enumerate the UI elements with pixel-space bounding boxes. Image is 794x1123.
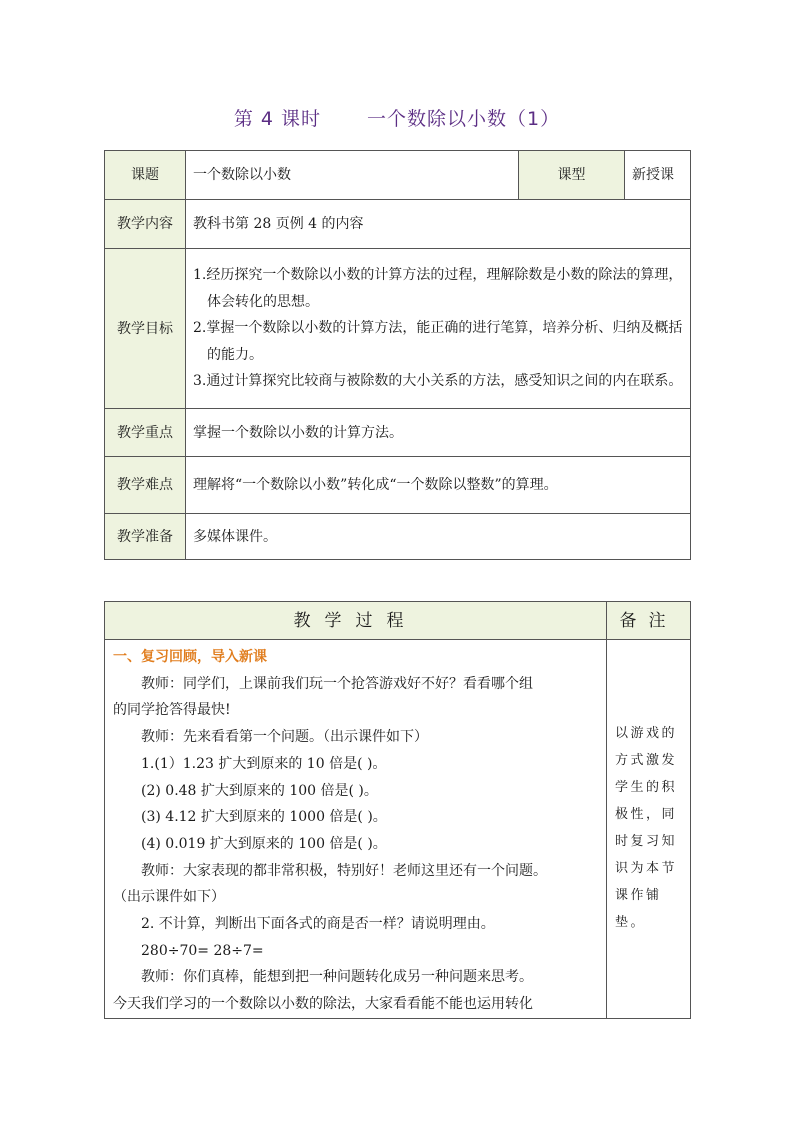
lesson-title: 一个数除以小数（1） — [367, 108, 561, 130]
goals-list — [186, 249, 691, 409]
difficulty-row — [105, 457, 691, 514]
page-title — [0, 104, 794, 131]
process-body-row — [105, 640, 691, 1019]
goal-item: 1.经历探究一个数除以小数的计算方法的过程，理解除数是小数的除法的算理，体会转化的思想。 — [193, 267, 683, 310]
process-header: 教学过程 — [105, 602, 607, 640]
process-line: 280÷70= 28÷7= — [141, 942, 264, 959]
goals-label: 教学目标 — [105, 249, 186, 409]
goals-row — [105, 249, 691, 409]
type-label: 课型 — [519, 151, 625, 200]
note-line: 方式激发 — [615, 753, 678, 768]
content-value: 教科书第 28 页例 4 的内容 — [186, 200, 691, 249]
prep-row — [105, 514, 691, 560]
process-line: 教师：大家表现的都非常积极，特别好！老师这里还有一个问题。 — [141, 862, 547, 879]
content-label: 教学内容 — [105, 200, 186, 249]
note-line: 识为本节 — [615, 861, 678, 876]
process-line: 教师：同学们，上课前我们玩一个抢答游戏好不好？看看哪个组 — [141, 675, 533, 692]
process-content — [105, 640, 607, 1019]
focus-value: 掌握一个数除以小数的计算方法。 — [186, 409, 691, 457]
note-line: 课作铺垫。 — [615, 888, 662, 930]
process-line: 今天我们学习的一个数除以小数的除法，大家看看能不能也运用转化 — [113, 996, 533, 1013]
process-line: 1.(1）1.23 扩大到原来的 10 倍是( )。 — [141, 755, 387, 772]
lesson-number: 第 4 课时 — [233, 108, 322, 130]
difficulty-label: 教学难点 — [105, 457, 186, 514]
content-row — [105, 200, 691, 249]
note-line: 极性，同 — [615, 807, 678, 822]
process-line: 2. 不计算，判断出下面各式的商是否一样？请说明理由。 — [141, 916, 495, 933]
topic-row — [105, 151, 691, 200]
note-line: 时复习知 — [615, 834, 678, 849]
process-line: 教师：先来看看第一个问题。（出示课件如下） — [141, 729, 428, 746]
teaching-process-table — [104, 601, 691, 1019]
process-line: （出示课件如下） — [113, 889, 225, 906]
prep-label: 教学准备 — [105, 514, 186, 560]
goal-item: 3.通过计算探究比较商与被除数的大小关系的方法，感受知识之间的内在联系。 — [193, 373, 683, 390]
notes-header: 备注 — [607, 602, 691, 640]
note-line: 学生的积 — [615, 780, 678, 795]
process-line: (2) 0.48 扩大到原来的 100 倍是( )。 — [141, 782, 378, 799]
process-line: 的同学抢答得最快! — [113, 702, 231, 719]
process-line: (3) 4.12 扩大到原来的 1000 倍是( )。 — [141, 809, 387, 826]
topic-value: 一个数除以小数 — [186, 151, 519, 200]
focus-row — [105, 409, 691, 457]
focus-label: 教学重点 — [105, 409, 186, 457]
prep-value: 多媒体课件。 — [186, 514, 691, 560]
process-line: 教师：你们真棒，能想到把一种问题转化成另一种问题来思考。 — [141, 969, 533, 986]
process-header-row — [105, 602, 691, 640]
type-value: 新授课 — [625, 151, 691, 200]
topic-label: 课题 — [105, 151, 186, 200]
goal-item: 2.掌握一个数除以小数的计算方法，能正确的进行笔算，培养分析、归纳及概括的能力。 — [193, 320, 683, 363]
note-line: 以游戏的 — [615, 726, 678, 741]
section-heading: 一、复习回顾，导入新课 — [113, 649, 267, 665]
lesson-info-table — [104, 150, 691, 560]
notes-column — [607, 640, 691, 1019]
difficulty-value: 理解将“一个数除以小数”转化成“一个数除以整数”的算理。 — [186, 457, 691, 514]
process-line: (4) 0.019 扩大到原来的 100 倍是( )。 — [141, 835, 387, 852]
